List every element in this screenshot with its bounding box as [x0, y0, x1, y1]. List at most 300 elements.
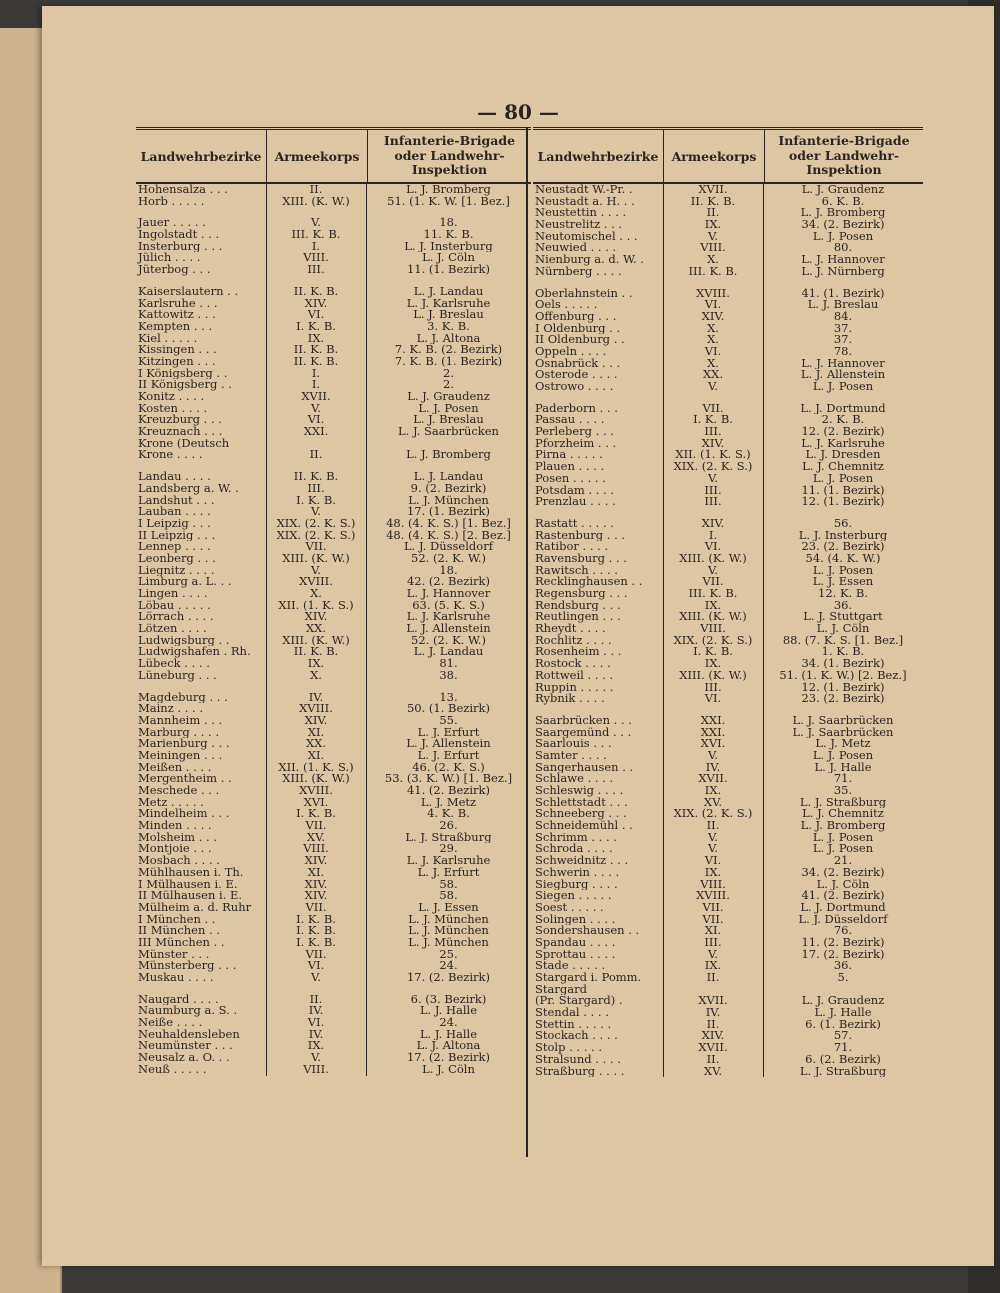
table-right [533, 127, 923, 1077]
district-cell: Kaiserslautern . . [138, 285, 239, 298]
district-cell: Oberlahnstein . . [535, 287, 633, 300]
district-cell: Leonberg . . . [138, 552, 216, 565]
corps-cell: XVII. [698, 995, 728, 1008]
corps-cell: XI. [307, 749, 325, 762]
table-row [136, 670, 531, 682]
group-gap [136, 461, 531, 471]
corps-cell: V. [311, 402, 321, 415]
corps-cell: XVII. [301, 391, 331, 403]
corps-cell: XIII. (K. W.) [282, 773, 350, 785]
brigade-cell: 41. (2. Bezirk) [801, 890, 885, 902]
brigade-cell: 71. [833, 1042, 853, 1054]
district-cell: Rawitsch . . . . [535, 564, 618, 577]
corps-cell: IX. [307, 1040, 325, 1053]
district-cell: Stettin . . . . . [535, 1018, 612, 1031]
table-row [533, 600, 923, 612]
brigade-cell: 80. [833, 242, 853, 255]
brigade-cell: L. J. Cöln [816, 878, 870, 891]
district-cell: Marburg . . . . [138, 726, 219, 739]
corps-cell: IX. [307, 658, 325, 670]
district-cell: Solingen . . . . [535, 913, 616, 926]
district-cell: Limburg a. L. . . [138, 576, 232, 588]
brigade-cell: L. J. Posen [812, 472, 874, 485]
table-row [533, 611, 923, 623]
table-body-left [136, 184, 531, 1076]
table-row [533, 369, 923, 381]
district-cell: Stralsund . . . . [535, 1053, 621, 1066]
table-row [533, 518, 923, 530]
table-row [136, 321, 531, 333]
district-cell: Kissingen . . . [138, 344, 217, 356]
district-cell: Minden . . . . [138, 820, 212, 832]
brigade-cell: 11. (1. Bezirk) [406, 264, 490, 276]
table-row [533, 576, 923, 588]
corps-cell: IX. [704, 960, 722, 972]
table-row [136, 1052, 531, 1064]
corps-cell: I. K. B. [296, 320, 336, 333]
table-row [136, 715, 531, 727]
table-row [136, 588, 531, 600]
brigade-cell: L. J. Cöln [422, 1063, 475, 1076]
district-cell: Schweidnitz . . . [535, 855, 629, 867]
corps-cell: XIV. [701, 1030, 725, 1043]
district-cell: Kreuzburg . . . [138, 414, 222, 427]
table-row [533, 843, 923, 855]
brigade-cell: L. J. Cöln [816, 623, 870, 635]
table-row [136, 286, 531, 298]
brigade-cell: 55. [439, 714, 458, 727]
table-row [533, 738, 923, 750]
district-cell: (Pr. Stargard) . [535, 995, 623, 1008]
corps-cell: VIII. [700, 623, 726, 635]
corps-cell: IX. [307, 332, 325, 345]
table-row [533, 231, 923, 243]
table-row [136, 368, 531, 380]
table-row [136, 623, 531, 635]
district-cell: Soest . . . . . [535, 901, 604, 914]
brigade-cell: 29. [439, 843, 458, 856]
district-cell: Rastatt . . . . . [535, 517, 614, 530]
district-cell: I München . . [138, 913, 216, 926]
corps-cell: II. [706, 972, 720, 984]
district-cell: Lötzen . . . . [138, 623, 207, 635]
brigade-cell: L. J. Insterburg [798, 529, 888, 542]
district-cell: Osnabrück . . . [535, 357, 621, 370]
corps-cell: I. K. B. [296, 925, 336, 937]
brigade-cell: L. J. Karlsruhe [406, 611, 491, 624]
table-row [136, 692, 531, 704]
district-cell: Schneeberg . . . [535, 808, 627, 821]
brigade-cell: L. J. Erfurt [417, 726, 480, 739]
corps-cell: XVI. [303, 796, 329, 809]
corps-cell: V. [708, 831, 718, 844]
district-cell: Prenzlau . . . . [535, 496, 616, 508]
brigade-cell: 25. [439, 948, 458, 961]
table-row [136, 426, 531, 438]
table-row [136, 414, 531, 426]
corps-cell: X. [310, 669, 322, 682]
table-row [136, 611, 531, 623]
brigade-cell: 12. (1. Bezirk) [801, 496, 885, 508]
corps-cell: XX. [702, 369, 724, 381]
corps-cell: XIII. (K. W.) [282, 552, 350, 565]
table-row [533, 254, 923, 266]
corps-cell: V. [708, 564, 718, 577]
district-cell: II Oldenburg . . [535, 334, 625, 346]
brigade-cell: L. J. Metz [815, 738, 871, 750]
header-brigade: Infanterie-Brigade oder Landwehr-Inspektion [367, 130, 531, 182]
corps-cell: VIII. [303, 843, 329, 856]
brigade-cell: L. J. Halle [814, 761, 872, 774]
district-cell: Plauen . . . . [535, 461, 605, 473]
table-row [136, 879, 531, 891]
table-row [136, 797, 531, 809]
table-row [136, 867, 531, 879]
corps-cell: VII. [305, 901, 327, 914]
district-cell: Rochlitz . . . . [535, 634, 612, 647]
corps-cell: II. K. B. [293, 344, 339, 356]
corps-cell: XX. [305, 623, 327, 635]
brigade-cell: L. J. Insterburg [404, 240, 493, 253]
column-divider [526, 127, 528, 1157]
district-cell: Marienburg . . . [138, 738, 230, 750]
brigade-cell: 3. K. B. [427, 320, 470, 333]
brigade-cell [366, 438, 531, 450]
district-cell: Ostrowo . . . . [535, 381, 614, 393]
brigade-cell: L. J. Landau [413, 471, 484, 483]
district-cell: Meißen . . . . [138, 761, 212, 774]
table-row [136, 518, 531, 530]
table-row [533, 1019, 923, 1031]
brigade-cell: 4. K. B. [427, 808, 470, 821]
table-row [533, 461, 923, 473]
district-cell: Jauer . . . . . [138, 217, 206, 230]
corps-cell: VI. [307, 1017, 325, 1029]
table-row [533, 207, 923, 219]
corps-cell: VI. [704, 299, 722, 311]
district-cell: Rostock . . . . [535, 658, 611, 670]
table-row [136, 252, 531, 264]
table-row [533, 867, 923, 879]
brigade-cell: L. J. Hannover [801, 357, 885, 370]
district-cell: Sondershausen . . [535, 925, 640, 937]
brigade-cell: 34. (2. Bezirk) [801, 866, 885, 879]
corps-cell: VII. [702, 576, 724, 588]
brigade-cell: 37. [833, 322, 853, 335]
brigade-cell: 5. [837, 972, 849, 984]
table-body-right [533, 184, 923, 1077]
brigade-cell: 35. [833, 785, 853, 797]
district-cell: Straßburg . . . . [535, 1065, 625, 1078]
brigade-cell: L. J. Karlsruhe [801, 437, 885, 450]
district-cell: Perleberg . . . [535, 426, 614, 438]
brigade-cell: 52. (2. K. W.) [411, 552, 486, 565]
district-cell: II Leipzig . . . [138, 529, 216, 542]
header-landwehrbezirke: Landwehrbezirke [537, 148, 659, 164]
district-cell: Muskau . . . . [138, 972, 214, 984]
corps-cell: V. [708, 948, 718, 961]
district-cell: III München . . [138, 936, 225, 949]
brigade-cell: L. J. München [408, 936, 489, 949]
brigade-cell: L. J. Düsseldorf [798, 913, 888, 926]
corps-cell: I. K. B. [693, 646, 733, 659]
table-row [533, 242, 923, 254]
table-row [136, 565, 531, 577]
corps-cell: XIII. (K. W.) [679, 552, 747, 565]
district-cell: Hohensalza . . . [138, 184, 228, 196]
brigade-cell: 48. (4. K. S.) [2. Bez.] [386, 529, 511, 542]
table-row [136, 576, 531, 588]
table-row [533, 1030, 923, 1042]
brigade-cell: 13. [439, 691, 458, 704]
brigade-cell: 58. [439, 890, 458, 902]
district-cell: Sangerhausen . . [535, 761, 634, 774]
corps-cell: I. K. B. [296, 808, 336, 821]
table-row [533, 1054, 923, 1066]
corps-cell: I. [311, 379, 321, 391]
district-cell: Landau . . . . [138, 471, 211, 483]
table-row [136, 541, 531, 553]
district-cell: Neustrelitz . . . [535, 219, 623, 231]
brigade-cell: L. J. München [408, 925, 489, 937]
table-row [136, 344, 531, 356]
brigade-cell: 24. [439, 1017, 458, 1029]
district-cell: Stolp . . . . . [535, 1042, 603, 1054]
district-cell: Samter . . . . [535, 749, 607, 762]
table-row [136, 356, 531, 368]
table-row [136, 298, 531, 310]
brigade-cell: 7. K. B. (1. Bezirk) [394, 355, 503, 368]
brigade-cell: L. J. Posen [812, 843, 874, 856]
corps-cell: XIV. [304, 878, 328, 891]
brigade-cell: 7. K. B. (2. Bezirk) [394, 344, 503, 356]
corps-cell: XI. [307, 726, 325, 739]
table-row [136, 553, 531, 565]
table-row [533, 995, 923, 1007]
table-row [136, 471, 531, 483]
brigade-cell: 63. (5. K. S.) [412, 599, 485, 612]
district-cell: Ludwigsburg . . [138, 634, 230, 647]
corps-cell: X. [707, 334, 719, 346]
table-row [136, 843, 531, 855]
table-row [136, 960, 531, 972]
brigade-cell: L. J. Bromberg [406, 449, 491, 462]
table-row [533, 855, 923, 867]
corps-cell: XIV. [304, 855, 328, 867]
brigade-cell: L. J. Breslau [807, 299, 879, 311]
district-cell: Neustettin . . . . [535, 207, 627, 220]
page-number: — 80 — [477, 100, 559, 124]
corps-cell: XV. [306, 831, 326, 844]
table-row [533, 646, 923, 658]
district-cell: Ruppin . . . . . [535, 681, 614, 694]
district-cell: I Oldenburg . . [535, 322, 621, 335]
corps-cell: XIII. (K. W.) [282, 634, 350, 647]
brigade-cell: 1. K. B. [821, 646, 865, 659]
corps-cell: VI. [307, 309, 325, 321]
table-row [533, 972, 923, 984]
brigade-cell: 12. K. B. [818, 588, 868, 600]
table-row [533, 797, 923, 809]
corps-cell: IV. [308, 1005, 324, 1018]
district-cell: Münster . . . [138, 948, 210, 961]
brigade-cell: L. J. Saarbrücken [792, 714, 894, 727]
table-row [533, 553, 923, 565]
table-row [533, 485, 923, 497]
corps-cell: XIX. (2. K. S.) [673, 808, 753, 821]
corps-cell [663, 984, 763, 996]
district-cell: Stargard i. Pomm. [535, 972, 642, 984]
table-row [136, 635, 531, 647]
brigade-cell: 11. (2. Bezirk) [801, 936, 885, 949]
table-row [136, 530, 531, 542]
district-cell: Siegburg . . . . [535, 878, 618, 891]
table-row [136, 403, 531, 415]
brigade-cell: L. J. Allenstein [406, 623, 491, 635]
table-row [533, 1007, 923, 1019]
brigade-cell: L. J. Bromberg [800, 207, 886, 220]
corps-cell: X. [707, 357, 719, 370]
district-cell: Neuwied . . . . [535, 242, 617, 255]
corps-cell: III. [704, 484, 722, 497]
corps-cell: XX. [305, 738, 327, 750]
district-cell: Ratibor . . . . [535, 541, 609, 553]
district-cell: Lüneburg . . . [138, 669, 217, 682]
brigade-cell: L. J. Erfurt [417, 749, 480, 762]
brigade-cell: L. J. Posen [418, 402, 479, 415]
district-cell: Lauban . . . . [138, 506, 211, 518]
corps-cell: V. [311, 506, 321, 518]
group-gap [533, 278, 923, 288]
corps-cell: III. [704, 496, 722, 508]
district-cell: Magdeburg . . . [138, 691, 228, 704]
table-row [533, 925, 923, 937]
table-row [136, 1040, 531, 1052]
brigade-cell: 17. (2. Bezirk) [406, 1052, 490, 1064]
brigade-cell: 78. [833, 345, 853, 358]
district-cell: Landshut . . . [138, 494, 215, 507]
table-row [533, 879, 923, 891]
district-cell: Neuhaldensleben [138, 1028, 240, 1041]
table-row [136, 994, 531, 1006]
district-cell: Ingolstadt . . . [138, 229, 220, 241]
corps-cell: V. [311, 217, 321, 230]
table-row [136, 703, 531, 715]
brigade-cell: 36. [833, 599, 853, 612]
district-cell: Horb . . . . . [138, 195, 205, 208]
table-row [136, 902, 531, 914]
corps-cell: XIV. [701, 437, 725, 450]
brigade-cell: 50. (1. Bezirk) [406, 703, 490, 715]
corps-cell: V. [311, 1052, 321, 1064]
district-cell: II Königsberg . . [138, 379, 232, 391]
district-cell: Ludwigshafen . Rh. [138, 646, 251, 659]
corps-cell: XVIII. [299, 785, 333, 797]
table-row [136, 808, 531, 820]
brigade-cell: 34. (2. Bezirk) [801, 219, 885, 231]
corps-cell: VI. [307, 414, 325, 427]
district-cell: Paderborn . . . [535, 402, 618, 415]
group-gap [136, 984, 531, 994]
table-row [136, 438, 531, 450]
brigade-cell: 12. (1. Bezirk) [801, 681, 885, 694]
header-brigade: Infanterie-Brigade oder Landwehr-Inspektion [764, 130, 923, 182]
brigade-cell: 11. K. B. [423, 229, 474, 241]
brigade-cell: L. J. Dortmund [800, 402, 886, 415]
district-cell: Oels . . . . . [535, 299, 598, 311]
district-cell: Kitzingen . . . [138, 355, 216, 368]
district-cell: Jüterbog . . . [138, 264, 211, 276]
corps-cell: VIII. [303, 252, 329, 265]
table-row [136, 820, 531, 832]
brigade-cell: 84. [833, 310, 853, 323]
corps-cell: VIII. [303, 1063, 329, 1076]
district-cell: Neuß . . . . . [138, 1063, 207, 1076]
corps-cell: IX. [704, 219, 722, 231]
brigade-cell: L. J. Essen [418, 901, 479, 914]
table-row [533, 334, 923, 346]
table-row [533, 658, 923, 670]
district-cell: Saarlouis . . . [535, 738, 612, 750]
table-row [136, 949, 531, 961]
corps-cell: XVII. [698, 184, 728, 196]
district-cell: Nienburg a. d. W. . [535, 254, 644, 266]
corps-cell: III. [704, 426, 722, 438]
corps-cell: II. [309, 184, 323, 196]
corps-cell: X. [310, 588, 322, 600]
district-cell: Nürnberg . . . . [535, 265, 622, 278]
group-gap [533, 508, 923, 518]
table-row [136, 937, 531, 949]
brigade-cell: L. J. Landau [413, 285, 484, 298]
table-row [533, 588, 923, 600]
district-cell: Lörrach . . . . [138, 611, 214, 624]
corps-cell: XII. (1. K. S.) [675, 449, 751, 462]
brigade-cell: 52. (2. K. W.) [411, 634, 486, 647]
corps-cell: XIV. [304, 611, 328, 624]
table-row [533, 426, 923, 438]
table-row [136, 855, 531, 867]
table-row [533, 403, 923, 415]
brigade-cell: L. J. Chemnitz [802, 461, 884, 473]
group-gap [136, 276, 531, 286]
corps-cell: II. [706, 1053, 720, 1066]
brigade-cell: 2. [443, 379, 454, 391]
corps-cell: VII. [305, 541, 327, 553]
corps-cell: XV. [703, 796, 723, 809]
corps-cell: I. [311, 240, 321, 253]
corps-cell: XIX. (2. K. S.) [276, 517, 356, 530]
brigade-cell: 18. [439, 217, 458, 230]
district-cell: Saargemünd . . . [535, 726, 632, 739]
corps-cell: I. K. B. [296, 494, 336, 507]
brigade-cell: L. J. Bromberg [800, 820, 886, 832]
brigade-cell: L. J. Straßburg [799, 796, 887, 809]
brigade-cell [763, 984, 923, 996]
table-row [136, 196, 531, 208]
table-row [533, 1042, 923, 1054]
brigade-cell: 38. [439, 669, 458, 682]
corps-cell: XXI. [700, 726, 726, 739]
district-cell: Stendal . . . . [535, 1007, 609, 1019]
corps-cell: I. K. B. [693, 414, 733, 427]
corps-cell: XIX. (2. K. S.) [673, 634, 753, 647]
table-row [136, 773, 531, 785]
table-row [136, 727, 531, 739]
table-row [136, 914, 531, 926]
district-cell: Mülheim a. d. Ruhr [138, 901, 252, 914]
table-row [533, 473, 923, 485]
